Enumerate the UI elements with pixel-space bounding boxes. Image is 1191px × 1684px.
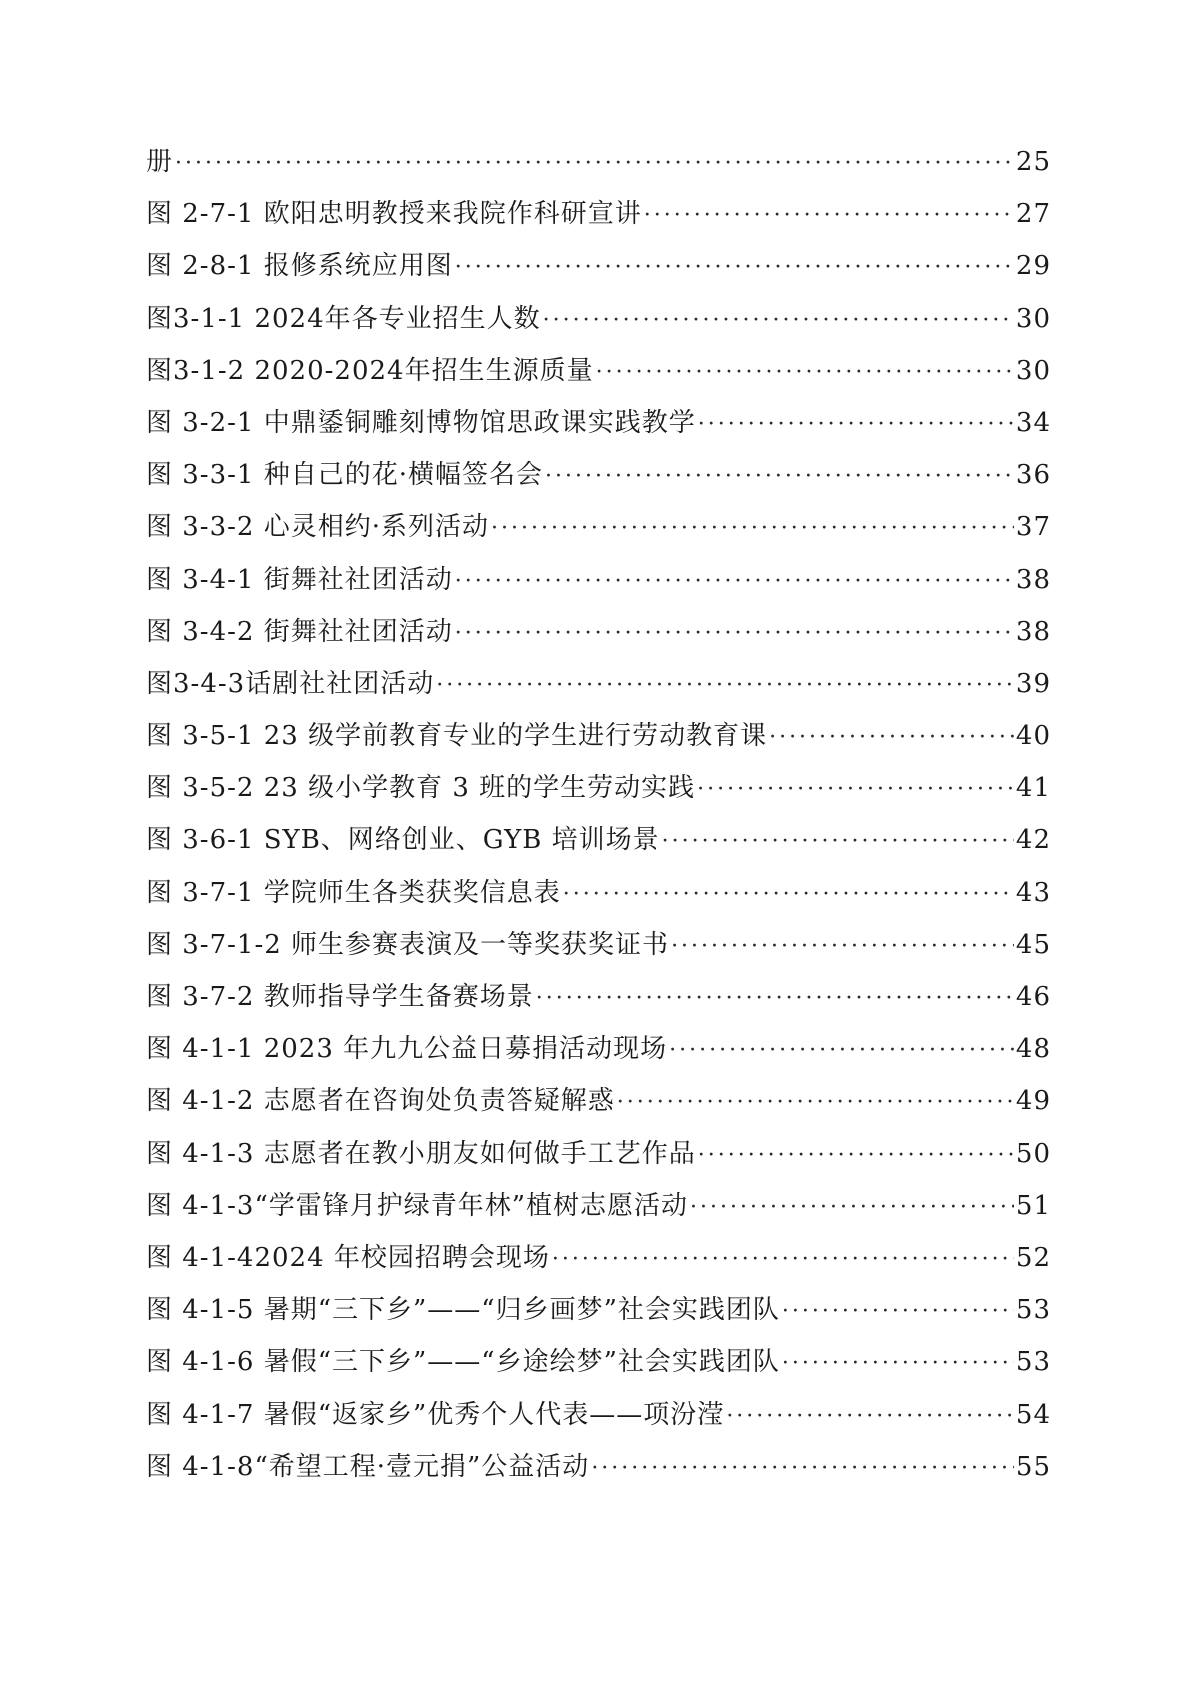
toc-entry[interactable] xyxy=(146,1075,1051,1127)
toc-dot-leader xyxy=(552,1234,1014,1284)
toc-entry-page: 38 xyxy=(1015,564,1051,595)
toc-entry-page: 30 xyxy=(1015,303,1051,334)
toc-dot-leader xyxy=(698,399,1014,449)
toc-entry-page: 27 xyxy=(1015,199,1051,230)
toc-dot-leader xyxy=(436,660,1014,710)
toc-entry-page: 29 xyxy=(1015,251,1051,282)
toc-entry-page: 51 xyxy=(1015,1190,1051,1221)
toc-entry-label: 图 3-2-1 中鼎鋈铜雕刻博物馆思政课实践教学 xyxy=(146,407,696,438)
toc-dot-leader xyxy=(726,1391,1014,1441)
toc-entry[interactable] xyxy=(146,814,1051,866)
toc-entry[interactable] xyxy=(146,397,1051,449)
toc-entry-page: 46 xyxy=(1015,982,1051,1012)
toc-dot-leader xyxy=(782,1286,1014,1336)
toc-entry-label: 图 4-1-6 暑假“三下乡”——“乡途绘梦”社会实践团队 xyxy=(146,1347,780,1378)
table-of-figures xyxy=(146,136,1051,1493)
toc-entry-label: 图3-1-1 2024年各专业招生人数 xyxy=(146,303,541,334)
toc-entry-page: 30 xyxy=(1015,355,1051,386)
toc-entry-label: 图 3-4-2 街舞社社团活动 xyxy=(146,616,453,647)
toc-entry-label: 图 4-1-42024 年校园招聘会现场 xyxy=(146,1242,550,1273)
toc-entry[interactable] xyxy=(146,345,1051,397)
toc-entry[interactable] xyxy=(146,1180,1051,1232)
toc-entry[interactable] xyxy=(146,449,1051,501)
toc-dot-leader xyxy=(455,556,1014,606)
toc-entry[interactable] xyxy=(146,554,1051,606)
toc-entry-page: 38 xyxy=(1015,616,1051,647)
toc-entry[interactable] xyxy=(146,293,1051,345)
toc-entry[interactable] xyxy=(146,867,1051,919)
toc-entry-page: 25 xyxy=(1015,147,1051,177)
toc-dot-leader xyxy=(782,1338,1014,1388)
toc-entry[interactable] xyxy=(146,188,1051,240)
toc-dot-leader xyxy=(563,869,1014,919)
toc-entry[interactable] xyxy=(146,1232,1051,1284)
toc-entry-page: 41 xyxy=(1015,773,1051,804)
toc-entry-label: 图 3-3-2 心灵相约·系列活动 xyxy=(146,512,489,543)
toc-entry-page: 45 xyxy=(1015,929,1051,960)
toc-entry[interactable] xyxy=(146,1023,1051,1075)
toc-entry-label: 图 3-5-2 23 级小学教育 3 班的学生劳动实践 xyxy=(146,773,696,804)
toc-dot-leader xyxy=(543,295,1014,345)
toc-entry-page: 54 xyxy=(1015,1399,1051,1430)
toc-entry[interactable] xyxy=(146,501,1051,553)
toc-dot-leader xyxy=(596,347,1014,397)
toc-entry[interactable] xyxy=(146,1389,1051,1441)
toc-dot-leader xyxy=(669,1025,1014,1075)
toc-entry-label: 图 3-7-2 教师指导学生备赛场景 xyxy=(146,982,534,1012)
toc-entry-label: 图 3-7-1 学院师生各类获奖信息表 xyxy=(146,877,561,908)
toc-entry-page: 52 xyxy=(1015,1242,1051,1273)
toc-dot-leader xyxy=(617,1077,1014,1127)
toc-entry-page: 49 xyxy=(1015,1086,1051,1117)
toc-entry-page: 37 xyxy=(1015,512,1051,543)
toc-dot-leader xyxy=(545,451,1014,501)
toc-entry-label: 图3-4-3话剧社社团活动 xyxy=(146,668,435,699)
toc-entry-label: 图 2-7-1 欧阳忠明教授来我院作科研宣讲 xyxy=(146,199,642,230)
toc-entry-label: 图 4-1-3 志愿者在教小朋友如何做手工艺作品 xyxy=(146,1138,696,1169)
toc-entry[interactable] xyxy=(146,1441,1051,1493)
toc-dot-leader xyxy=(591,1443,1014,1493)
toc-entry-label: 图3-1-2 2020-2024年招生生源质量 xyxy=(146,355,594,386)
toc-dot-leader xyxy=(536,973,1014,1023)
toc-entry-page: 53 xyxy=(1015,1347,1051,1378)
toc-entry-label: 图 3-5-1 23 级学前教育专业的学生进行劳动教育课 xyxy=(146,721,768,752)
toc-dot-leader xyxy=(455,608,1014,658)
toc-dot-leader xyxy=(698,1130,1014,1180)
toc-entry-page: 48 xyxy=(1015,1034,1051,1065)
toc-entry-label: 图 3-7-1-2 师生参赛表演及一等奖获奖证书 xyxy=(146,929,670,960)
toc-dot-leader xyxy=(644,190,1014,240)
toc-entry-page: 36 xyxy=(1015,460,1051,491)
toc-entry-page: 39 xyxy=(1015,668,1051,699)
toc-entry-label: 册 xyxy=(146,147,174,177)
toc-entry[interactable] xyxy=(146,971,1051,1023)
toc-entry-page: 50 xyxy=(1015,1138,1051,1169)
toc-entry[interactable] xyxy=(146,240,1051,292)
toc-entry-label: 图 4-1-1 2023 年九九公益日募捐活动现场 xyxy=(146,1034,668,1065)
toc-entry-label: 图 3-4-1 街舞社社团活动 xyxy=(146,564,453,595)
toc-entry[interactable] xyxy=(146,658,1051,710)
toc-entry[interactable] xyxy=(146,1128,1051,1180)
toc-entry[interactable] xyxy=(146,919,1051,971)
toc-entry-page: 53 xyxy=(1015,1295,1051,1326)
toc-entry[interactable] xyxy=(146,1284,1051,1336)
toc-entry-page: 55 xyxy=(1015,1451,1051,1482)
toc-entry[interactable] xyxy=(146,136,1051,188)
toc-entry[interactable] xyxy=(146,762,1051,814)
toc-entry-label: 图 4-1-7 暑假“返家乡”优秀个人代表——项汾滢 xyxy=(146,1399,725,1430)
toc-entry-page: 34 xyxy=(1015,407,1051,438)
toc-dot-leader xyxy=(455,242,1014,292)
toc-entry-label: 图 4-1-8“希望工程·壹元捐”公益活动 xyxy=(146,1451,590,1482)
toc-entry-label: 图 4-1-2 志愿者在咨询处负责答疑解惑 xyxy=(146,1086,615,1117)
toc-dot-leader xyxy=(175,138,1014,188)
toc-entry-page: 42 xyxy=(1015,825,1051,856)
toc-entry-label: 图 4-1-3“学雷锋月护绿青年林”植树志愿活动 xyxy=(146,1190,689,1221)
toc-dot-leader xyxy=(769,712,1014,762)
toc-entry-page: 43 xyxy=(1015,877,1051,908)
toc-dot-leader xyxy=(662,816,1014,866)
toc-entry-page: 40 xyxy=(1015,721,1051,752)
toc-dot-leader xyxy=(491,503,1014,553)
toc-dot-leader xyxy=(671,921,1014,971)
toc-entry-label: 图 3-6-1 SYB、网络创业、GYB 培训场景 xyxy=(146,825,660,856)
toc-entry[interactable] xyxy=(146,1336,1051,1388)
toc-entry[interactable] xyxy=(146,606,1051,658)
toc-entry-label: 图 2-8-1 报修系统应用图 xyxy=(146,251,453,282)
toc-entry-label: 图 4-1-5 暑期“三下乡”——“归乡画梦”社会实践团队 xyxy=(146,1295,780,1326)
toc-dot-leader xyxy=(690,1182,1014,1232)
toc-entry[interactable] xyxy=(146,710,1051,762)
toc-dot-leader xyxy=(697,764,1014,814)
toc-entry-label: 图 3-3-1 种自己的花·横幅签名会 xyxy=(146,460,543,491)
